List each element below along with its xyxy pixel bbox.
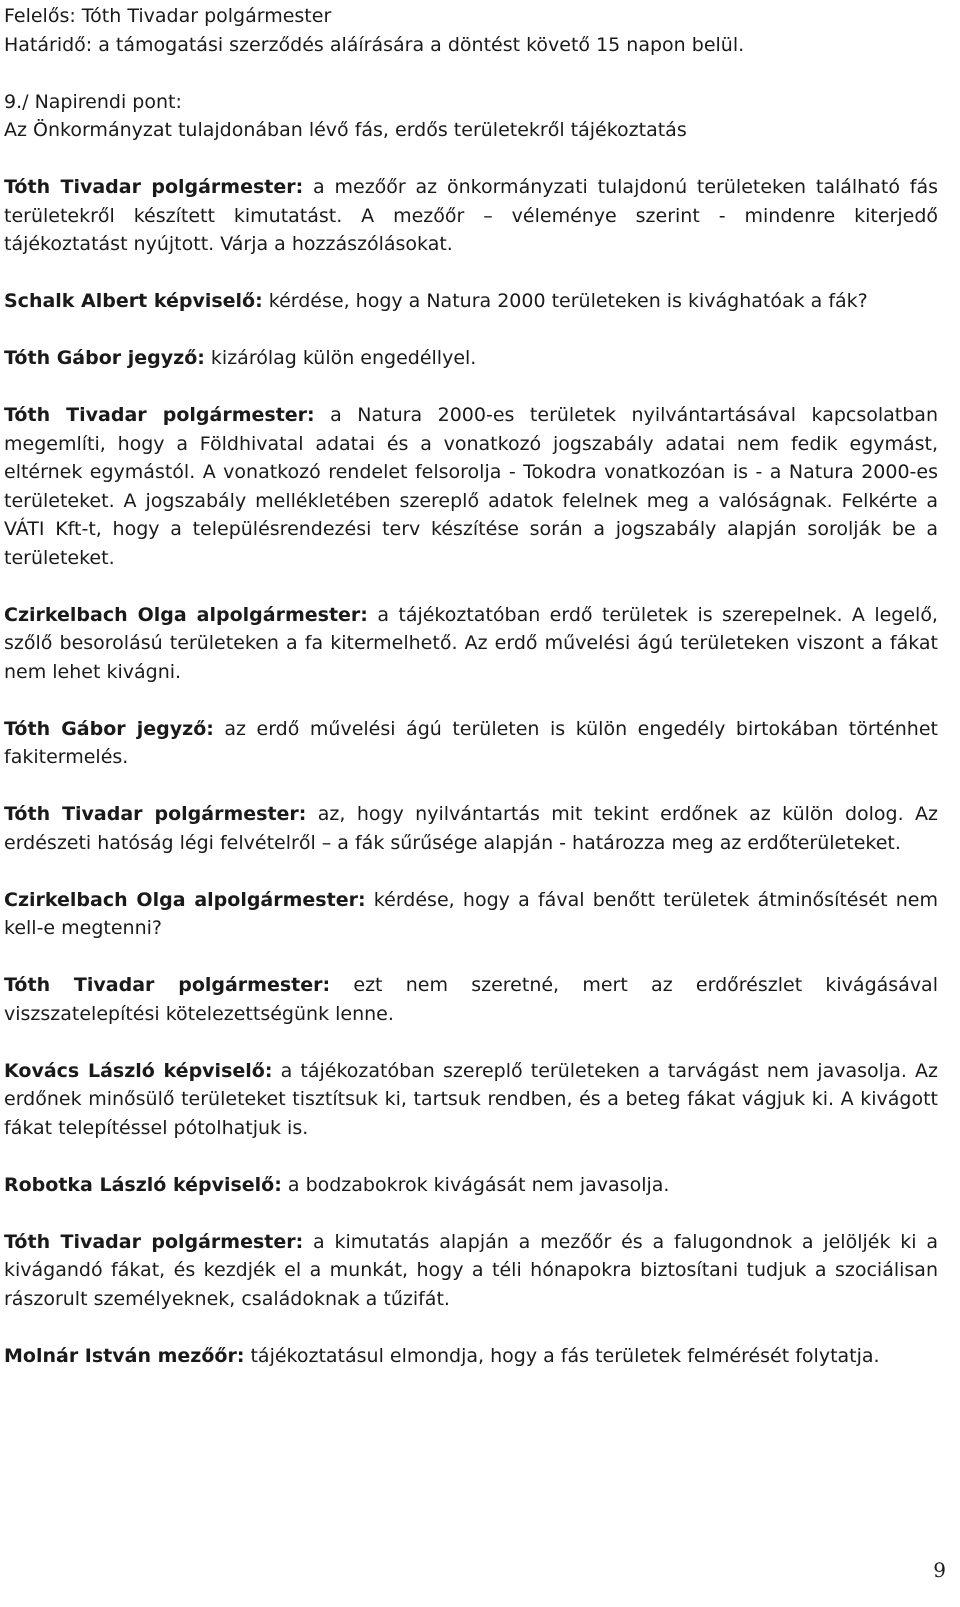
paragraph-text: az erdő művelési ágú területen is külön engedély birtokában történhet fakitermelés.: [4, 717, 938, 768]
speaker-name: Tóth Tivadar polgármester:: [4, 176, 304, 198]
document-body: [4, 2, 938, 1399]
speaker-name: Tóth Gábor jegyző:: [4, 347, 205, 369]
paragraph-text: tájékoztatásul elmondja, hogy a fás területek felmérését folytatja.: [244, 1344, 880, 1367]
paragraph-text: a Natura 2000-es területek nyilvántartásával kapcsolatban megemlíti, hogy a Földhivatal adatai és a vonatkozó jogszabály adatai nem fedik egymást, eltérnek egymástól. A vonatkozó rendelet felsorolja - Tokodra vonatkozóan is - a Natura 2000-es területeket. A jogszabály mellékletében szereplő adatok felelnek meg a valóságnak. Felkérte a VÁTI Kft-t, hogy a településrendezési terv készítése során a jogszabály alapján sorolják be a területeket.: [4, 404, 938, 569]
paragraph: [4, 401, 938, 572]
paragraph: [4, 1171, 938, 1200]
paragraph-text: ezt nem szeretné, mert az erdőrészlet kivágásával viszszatelepítési kötelezettségünk lenne.: [4, 974, 938, 1025]
responsible-line: Felelős: Tóth Tivadar polgármester: [4, 5, 332, 27]
paragraph-text: az, hogy nyilvántartás mit tekint erdőnek az külön dolog. Az erdészeti hatóság légi felvételről – a fák sűrűsége alapján - határozza meg az erdőterületeket.: [4, 803, 938, 854]
paragraph: [4, 1342, 938, 1371]
paragraph-text: a tájékoztatóban erdő területek is szerepelnek. A legelő, szőlő besorolású területeken a fa kitermelhető. Az erdő művelési ágú területeken viszont a fákat nem lehet kivágni.: [4, 603, 938, 683]
paragraph-text: kizárólag külön engedéllyel.: [204, 347, 477, 369]
speaker-name: Tóth Gábor jegyző:: [4, 717, 214, 740]
paragraph: [4, 715, 938, 772]
speaker-name: Schalk Albert képviselő:: [4, 290, 263, 312]
speaker-name: Czirkelbach Olga alpolgármester:: [4, 888, 366, 911]
speaker-name: Molnár István mezőőr:: [4, 1344, 245, 1367]
speaker-name: Kovács László képviselő:: [4, 1059, 273, 1082]
agenda-number: 9./ Napirendi pont:: [4, 90, 182, 113]
paragraph-text: a bodzabokrok kivágását nem javasolja.: [281, 1173, 670, 1196]
spacer: [4, 59, 938, 88]
speaker-name: Tóth Tivadar polgármester:: [4, 404, 315, 426]
paragraph-text: kérdése, hogy a fával benőtt területek átminősítését nem kell-e megtenni?: [4, 888, 938, 939]
paragraph-text: a kimutatás alapján a mezőőr és a falugondnok a jelöljék ki a kivágandó fákat, és kezdjék el a munkát, hogy a téli hónapokra biztosítani tudjuk a szociálisan rászorult személyeknek, családoknak a tűzifát.: [4, 1230, 938, 1310]
paragraph-text: kérdése, hogy a Natura 2000 területeken is kivághatóak a fák?: [262, 290, 868, 312]
page-number: 9: [933, 1558, 946, 1582]
speaker-name: Tóth Tivadar polgármester:: [4, 803, 307, 825]
paragraph: [4, 1228, 938, 1314]
paragraph: [4, 800, 938, 857]
paragraph: [4, 344, 938, 373]
paragraph-text: a tájékozatóban szereplő területeken a tarvágást nem javasolja. Az erdőnek minősülő területeket tisztítsuk ki, tartsuk rendben, és a beteg fákat vágjuk ki. A kivágott fákat telepítéssel pótolhatjuk is.: [4, 1059, 939, 1139]
speaker-name: Czirkelbach Olga alpolgármester:: [4, 603, 368, 626]
deadline-line: Határidő: a támogatási szerződés aláírására a döntést követő 15 napon belül.: [4, 33, 745, 56]
paragraph: [4, 287, 938, 316]
speaker-name: Tóth Tivadar polgármester:: [4, 1230, 304, 1253]
spacer: [4, 145, 938, 174]
paragraph: [4, 1057, 938, 1143]
paragraph: [4, 971, 938, 1028]
paragraph: [4, 886, 938, 943]
paragraph: [4, 173, 938, 259]
agenda-title: Az Önkormányzat tulajdonában lévő fás, erdős területekről tájékoztatás: [4, 119, 687, 141]
paragraph: [4, 601, 938, 687]
paragraph-text: a mezőőr az önkormányzati tulajdonú területeken található fás területekről készített kimutatást. A mezőőr – véleménye szerint - mindenre kiterjedő tájékoztatást nyújtott. Várja a hozzászólásokat.: [4, 176, 938, 255]
speaker-name: Tóth Tivadar polgármester:: [4, 974, 331, 996]
speaker-name: Robotka László képviselő:: [4, 1173, 282, 1196]
